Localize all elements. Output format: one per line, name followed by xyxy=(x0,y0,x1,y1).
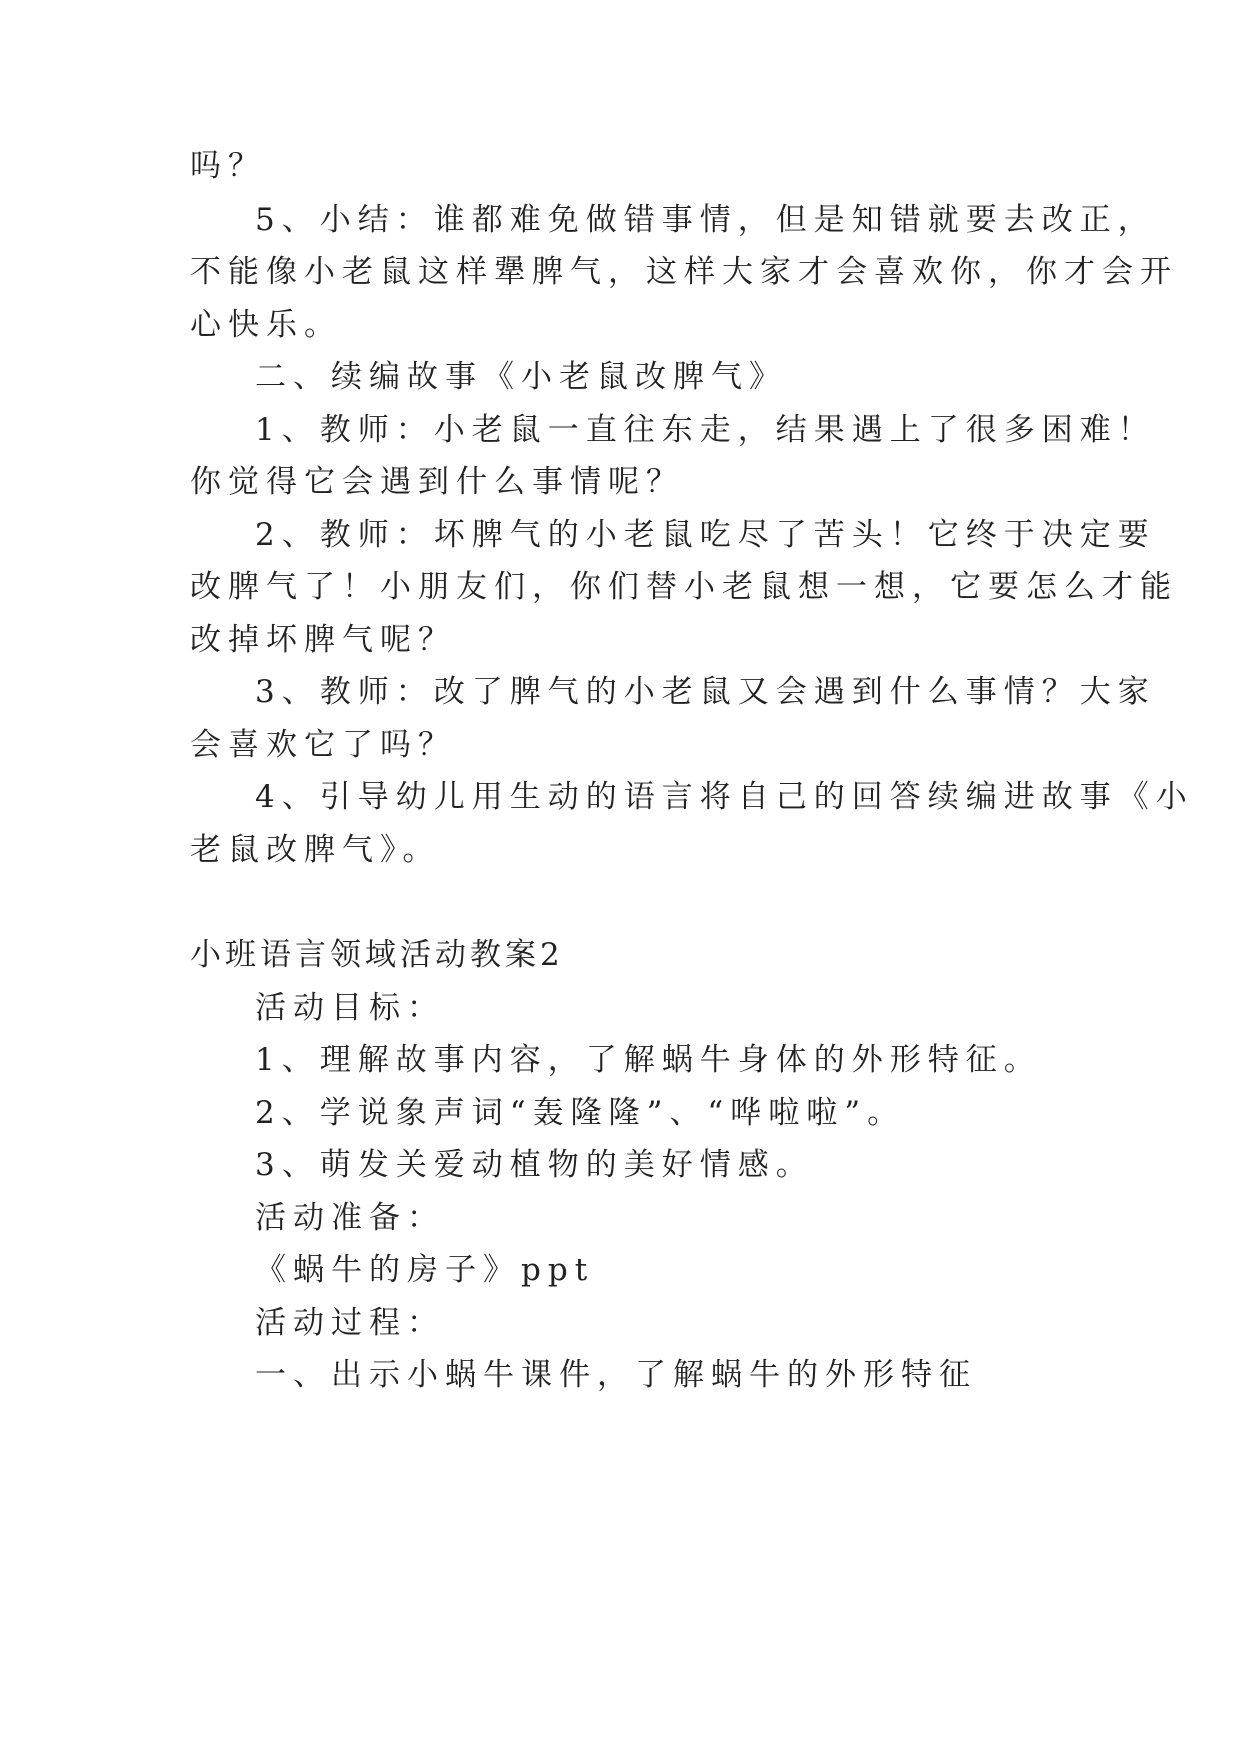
paragraph-line: 改脾气了！小朋友们，你们替小老鼠想一想，它要怎么才能 xyxy=(190,569,1178,605)
paragraph-line: 吗？ xyxy=(190,148,266,184)
section-line: 活动目标： xyxy=(255,990,445,1026)
section-line: 3、萌发关爱动植物的美好情感。 xyxy=(255,1147,814,1183)
section-line: 《蜗牛的房子》ppt xyxy=(255,1252,595,1288)
section-line: 1、理解故事内容，了解蜗牛身体的外形特征。 xyxy=(255,1042,1042,1078)
section-title: 小班语言领域活动教案2 xyxy=(190,937,564,973)
paragraph-line: 5、小结：谁都难免做错事情，但是知错就要去改正， xyxy=(255,202,1156,238)
paragraph-line: 1、教师：小老鼠一直往东走，结果遇上了很多困难！ xyxy=(255,412,1156,448)
section-line: 2、学说象声词“轰隆隆”、“哗啦啦”。 xyxy=(255,1095,906,1131)
paragraph-line: 不能像小老鼠这样犟脾气，这样大家才会喜欢你，你才会开 xyxy=(190,254,1178,290)
paragraph-line: 4、引导幼儿用生动的语言将自己的回答续编进故事《小 xyxy=(255,779,1194,815)
paragraph-line: 3、教师：改了脾气的小老鼠又会遇到什么事情？大家 xyxy=(255,674,1156,710)
section-line: 活动准备： xyxy=(255,1200,445,1236)
paragraph-line: 心快乐。 xyxy=(190,307,342,343)
paragraph-line: 你觉得它会遇到什么事情呢？ xyxy=(190,464,684,500)
paragraph-line: 2、教师：坏脾气的小老鼠吃尽了苦头！它终于决定要 xyxy=(255,517,1156,553)
paragraph-line: 二、续编故事《小老鼠改脾气》 xyxy=(255,359,787,395)
section-line: 活动过程： xyxy=(255,1305,445,1341)
paragraph-line: 老鼠改脾气》。 xyxy=(190,832,441,868)
section-line: 一、出示小蜗牛课件，了解蜗牛的外形特征 xyxy=(255,1357,977,1393)
paragraph-line: 会喜欢它了吗？ xyxy=(190,727,456,763)
paragraph-line: 改掉坏脾气呢？ xyxy=(190,622,456,658)
